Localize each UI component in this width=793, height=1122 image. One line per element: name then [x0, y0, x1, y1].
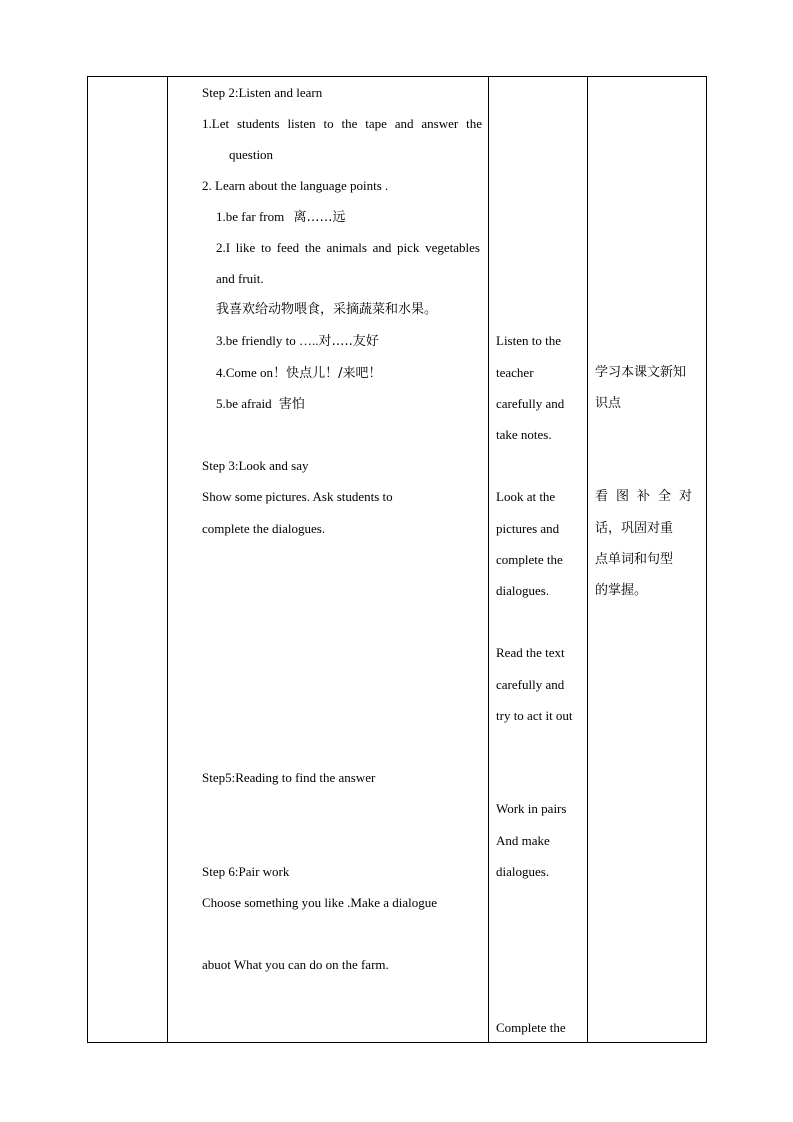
language-point-1 [216, 209, 345, 226]
activity-b-line1: Look at the [496, 489, 556, 504]
intent-b-char: 看 [595, 489, 609, 504]
activity-b-line2: pictures and [496, 521, 560, 536]
column-divider [488, 77, 489, 1042]
column-divider [587, 77, 588, 1042]
step6-title: Step 6:Pair work [202, 864, 290, 879]
activity-c-line1: Read the text [496, 645, 565, 660]
step6-line1: Choose something you like .Make a dialogue [202, 895, 438, 910]
step2-item2: 2. Learn about the language points . [202, 178, 389, 193]
lp3-cn: 对…..友好 [318, 334, 379, 349]
lp1-cn: 离……远 [293, 210, 346, 225]
column-divider [167, 77, 168, 1042]
step3-line1: Show some pictures. Ask students to [202, 489, 393, 504]
language-point-2-cn: 我喜欢给动物喂食，采摘蔬菜和水果。 [216, 302, 438, 317]
step2-title: Step 2:Listen and learn [202, 85, 323, 100]
activity-d-line3: dialogues. [496, 864, 550, 879]
intent-b-char: 补 [636, 489, 650, 504]
activity-e-line1: Complete the [496, 1020, 566, 1035]
lp4-en: 4.Come on [216, 365, 274, 380]
intent-b-char: 图 [615, 489, 629, 504]
activity-b-line4: dialogues. [496, 583, 550, 598]
intent-b-char: 对 [678, 489, 692, 504]
step3-title: Step 3:Look and say [202, 458, 309, 473]
language-point-2-line2: and fruit. [216, 271, 264, 286]
intent-b-line1 [595, 489, 692, 505]
intent-b-char: 全 [657, 489, 671, 504]
activity-c-line2: carefully and [496, 677, 565, 692]
activity-b-line3: complete the [496, 552, 563, 567]
intent-b-line3: 点单词和句型 [595, 552, 674, 567]
lp2-line1: 2.I like to feed the animals and pick vegetables [216, 240, 480, 255]
activity-c-line3: try to act it out [496, 708, 573, 723]
lp4-cn: ！快点儿！/来吧！ [273, 366, 382, 381]
step2-item1-line1 [202, 116, 482, 132]
activity-a-line4: take notes. [496, 427, 552, 442]
step3-line2: complete the dialogues. [202, 521, 326, 536]
lp1-en: 1.be far from [216, 209, 285, 224]
activity-a-line1: Listen to the [496, 333, 561, 348]
activity-d-line1: Work in pairs [496, 801, 567, 816]
step6-line2: abuot What you can do on the farm. [202, 957, 389, 972]
step2-item1-text: 1.Let students listen to the tape and answer the [202, 116, 482, 131]
lp5-cn: 害怕 [278, 397, 305, 412]
activity-d-line2: And make [496, 833, 550, 848]
language-point-3 [216, 333, 379, 350]
language-point-4 [216, 365, 381, 382]
activity-a-line2: teacher [496, 365, 534, 380]
step2-item1-line1-text [202, 116, 482, 132]
intent-a-line2: 识点 [595, 396, 622, 411]
lp5-en: 5.be afraid [216, 396, 272, 411]
lp3-en: 3.be friendly to ….. [216, 333, 319, 348]
activity-a-line3: carefully and [496, 396, 565, 411]
step5-title: Step5:Reading to find the answer [202, 770, 376, 785]
step2-item1-line2: question [229, 147, 274, 162]
intent-b-line4: 的掌握。 [595, 583, 648, 598]
intent-b-line1-chars [595, 489, 692, 505]
language-point-5 [216, 396, 305, 413]
language-point-2-line1 [216, 240, 480, 256]
intent-a-line1: 学习本课文新知 [595, 365, 687, 380]
intent-b-line2: 话，巩固对重 [595, 521, 674, 536]
